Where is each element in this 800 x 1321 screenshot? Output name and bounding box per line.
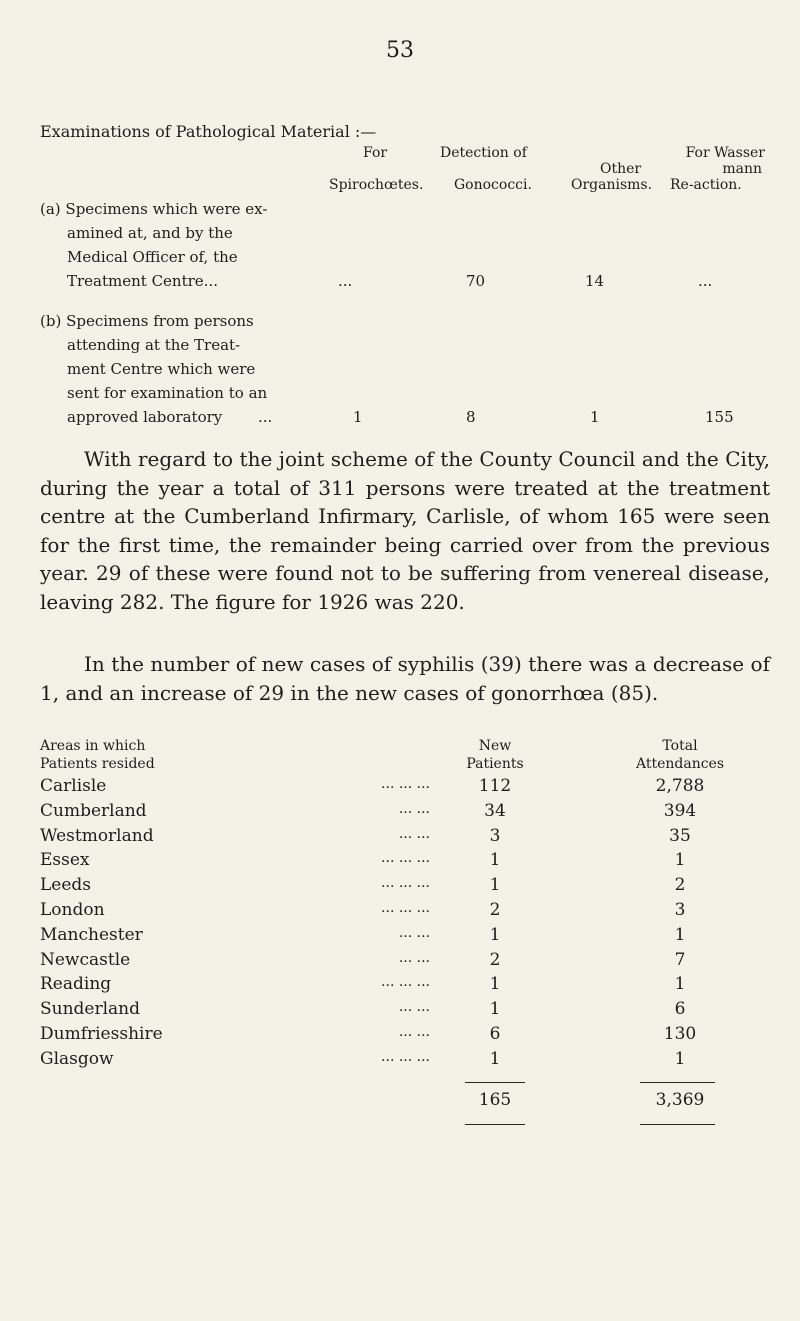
area-name: Carlisle <box>40 776 107 796</box>
col-for: For <box>363 145 388 161</box>
col-reaction: Re-action. <box>670 177 742 193</box>
total-header-2: Attendances <box>635 756 725 772</box>
col-mann: mann <box>722 161 762 177</box>
new-patients: 2 <box>489 900 501 920</box>
leader-dots: ... ... <box>398 1024 430 1040</box>
leader-dots: ... ... <box>398 924 430 941</box>
col-spirochaetes: Spirochœtes. <box>329 177 424 193</box>
total-attendances-cell: 6 <box>674 999 686 1020</box>
row-a-line-2: amined at, and by the <box>67 224 233 242</box>
table-row <box>0 776 800 800</box>
table-row <box>0 925 800 949</box>
area-name: Westmorland <box>40 825 154 846</box>
area-name: Sunderland <box>40 999 141 1020</box>
area-name: Dumfriesshire <box>40 1024 163 1044</box>
col-organisms: Organisms. <box>571 177 653 193</box>
row-b-line-1: (b) Specimens from persons <box>40 312 254 330</box>
new-patients: 6 <box>489 1024 501 1044</box>
exam-heading: Examinations of Pathological Material :— <box>40 122 377 141</box>
new-patients: 1 <box>489 924 501 945</box>
area-name: Essex <box>40 850 90 871</box>
row-b-reaction: 155 <box>705 408 734 426</box>
total-attendances-cell: 394 <box>663 800 697 821</box>
row-a-line-1: (a) Specimens which were ex- <box>40 200 268 218</box>
col-other: Other <box>600 161 642 177</box>
row-b-dots: ... <box>258 408 273 426</box>
total-attend-rule-top <box>640 1082 715 1083</box>
total-attendances-cell: 3 <box>674 900 686 920</box>
table-row <box>0 900 800 924</box>
leader-dots: ... ... <box>398 825 430 842</box>
new-patients: 1 <box>489 1048 501 1069</box>
total-attendances-cell: 1 <box>674 850 686 871</box>
total-attendances-cell: 7 <box>674 949 686 970</box>
new-patients: 112 <box>478 776 512 796</box>
area-name: Newcastle <box>40 949 131 970</box>
leader-dots: ... ... ... <box>381 1048 430 1065</box>
total-new: 165 <box>478 1090 512 1110</box>
total-attendances-cell: 1 <box>674 974 686 995</box>
total-attendances: 3,369 <box>655 1090 705 1110</box>
leader-dots: ... ... <box>398 949 430 966</box>
total-attendances-cell: 35 <box>669 825 691 846</box>
row-a-gonococci: 70 <box>466 272 486 290</box>
paragraph-2-text: In the number of new cases of syphilis (39) there was a decrease of 1, and an increase of 29 in the new cases of gonorrhœa (85). <box>40 652 770 705</box>
row-a-line-4: Treatment Centre... <box>67 272 218 290</box>
leader-dots: ... ... ... <box>381 776 430 792</box>
row-b-line-4: sent for examination to an <box>67 384 268 402</box>
table-row <box>0 801 800 825</box>
leader-dots: ... ... <box>398 999 430 1016</box>
areas-header-1: Areas in which <box>40 738 146 754</box>
new-patients: 1 <box>489 875 501 896</box>
row-b-line-3: ment Centre which were <box>67 360 256 378</box>
leader-dots: ... ... ... <box>381 974 430 991</box>
areas-header-2: Patients resided <box>40 756 155 772</box>
total-attendances-cell: 1 <box>674 1048 686 1069</box>
table-row <box>0 1049 800 1073</box>
leader-dots: ... ... ... <box>381 850 430 867</box>
total-new-rule-top <box>465 1082 525 1083</box>
paragraph-syphilis-gonorrhoea <box>40 650 770 707</box>
new-patients: 34 <box>484 800 506 821</box>
page-number: 53 <box>386 38 414 63</box>
leader-dots: ... ... ... <box>381 900 430 916</box>
row-a-line-3: Medical Officer of, the <box>67 248 238 266</box>
row-b-spirochaetes: 1 <box>353 408 363 426</box>
new-patients: 1 <box>489 974 501 995</box>
col-for-wasser: For Wasser <box>685 145 765 161</box>
new-patients: 1 <box>489 999 501 1020</box>
row-a-dots-2: ... <box>698 272 713 290</box>
area-name: Glasgow <box>40 1048 114 1069</box>
row-b-gonococci: 8 <box>466 408 476 426</box>
row-a-organisms: 14 <box>585 272 605 290</box>
area-name: Cumberland <box>40 800 147 821</box>
area-name: Leeds <box>40 875 92 896</box>
row-b-line-5: approved laboratory <box>67 408 223 426</box>
total-header-1: Total <box>662 738 698 754</box>
new-patients: 1 <box>489 850 501 871</box>
table-row <box>0 950 800 974</box>
new-header-2: Patients <box>466 756 524 772</box>
total-attendances-cell: 2 <box>674 875 686 896</box>
new-patients: 2 <box>489 949 501 970</box>
table-row <box>0 974 800 998</box>
total-attendances-cell: 2,788 <box>655 776 705 796</box>
paragraph-1-text: With regard to the joint scheme of the County Council and the City, during the year a total of 311 persons were treated at the treatment centre at the Cumberland Infirmary, Carlisle, of whom 165 were seen for the first time, the remainder being carried over from the previous year. 29 of these were found not to be suffering from venereal disease, leaving 282. The figure for 1926 was 220. <box>40 447 770 614</box>
total-attendances-cell: 1 <box>674 924 686 945</box>
table-row <box>0 850 800 874</box>
total-attend-rule-bottom <box>640 1124 715 1125</box>
table-row <box>0 826 800 850</box>
col-gonococci: Gonococci. <box>454 177 532 193</box>
leader-dots: ... ... <box>398 800 430 817</box>
paragraph-joint-scheme <box>40 445 770 616</box>
row-b-organisms: 1 <box>590 408 600 426</box>
table-row <box>0 1024 800 1048</box>
col-detection-of: Detection of <box>440 145 527 161</box>
row-a-dots-1: ... <box>338 272 353 290</box>
table-row <box>0 999 800 1023</box>
leader-dots: ... ... ... <box>381 875 430 892</box>
area-name: Reading <box>40 974 112 995</box>
new-header-1: New <box>478 738 512 754</box>
table-row <box>0 875 800 899</box>
new-patients: 3 <box>489 825 501 846</box>
total-attendances-cell: 130 <box>663 1024 697 1044</box>
area-name: Manchester <box>40 924 143 945</box>
row-b-line-2: attending at the Treat- <box>67 336 241 354</box>
total-new-rule-bottom <box>465 1124 525 1125</box>
area-name: London <box>40 900 105 920</box>
